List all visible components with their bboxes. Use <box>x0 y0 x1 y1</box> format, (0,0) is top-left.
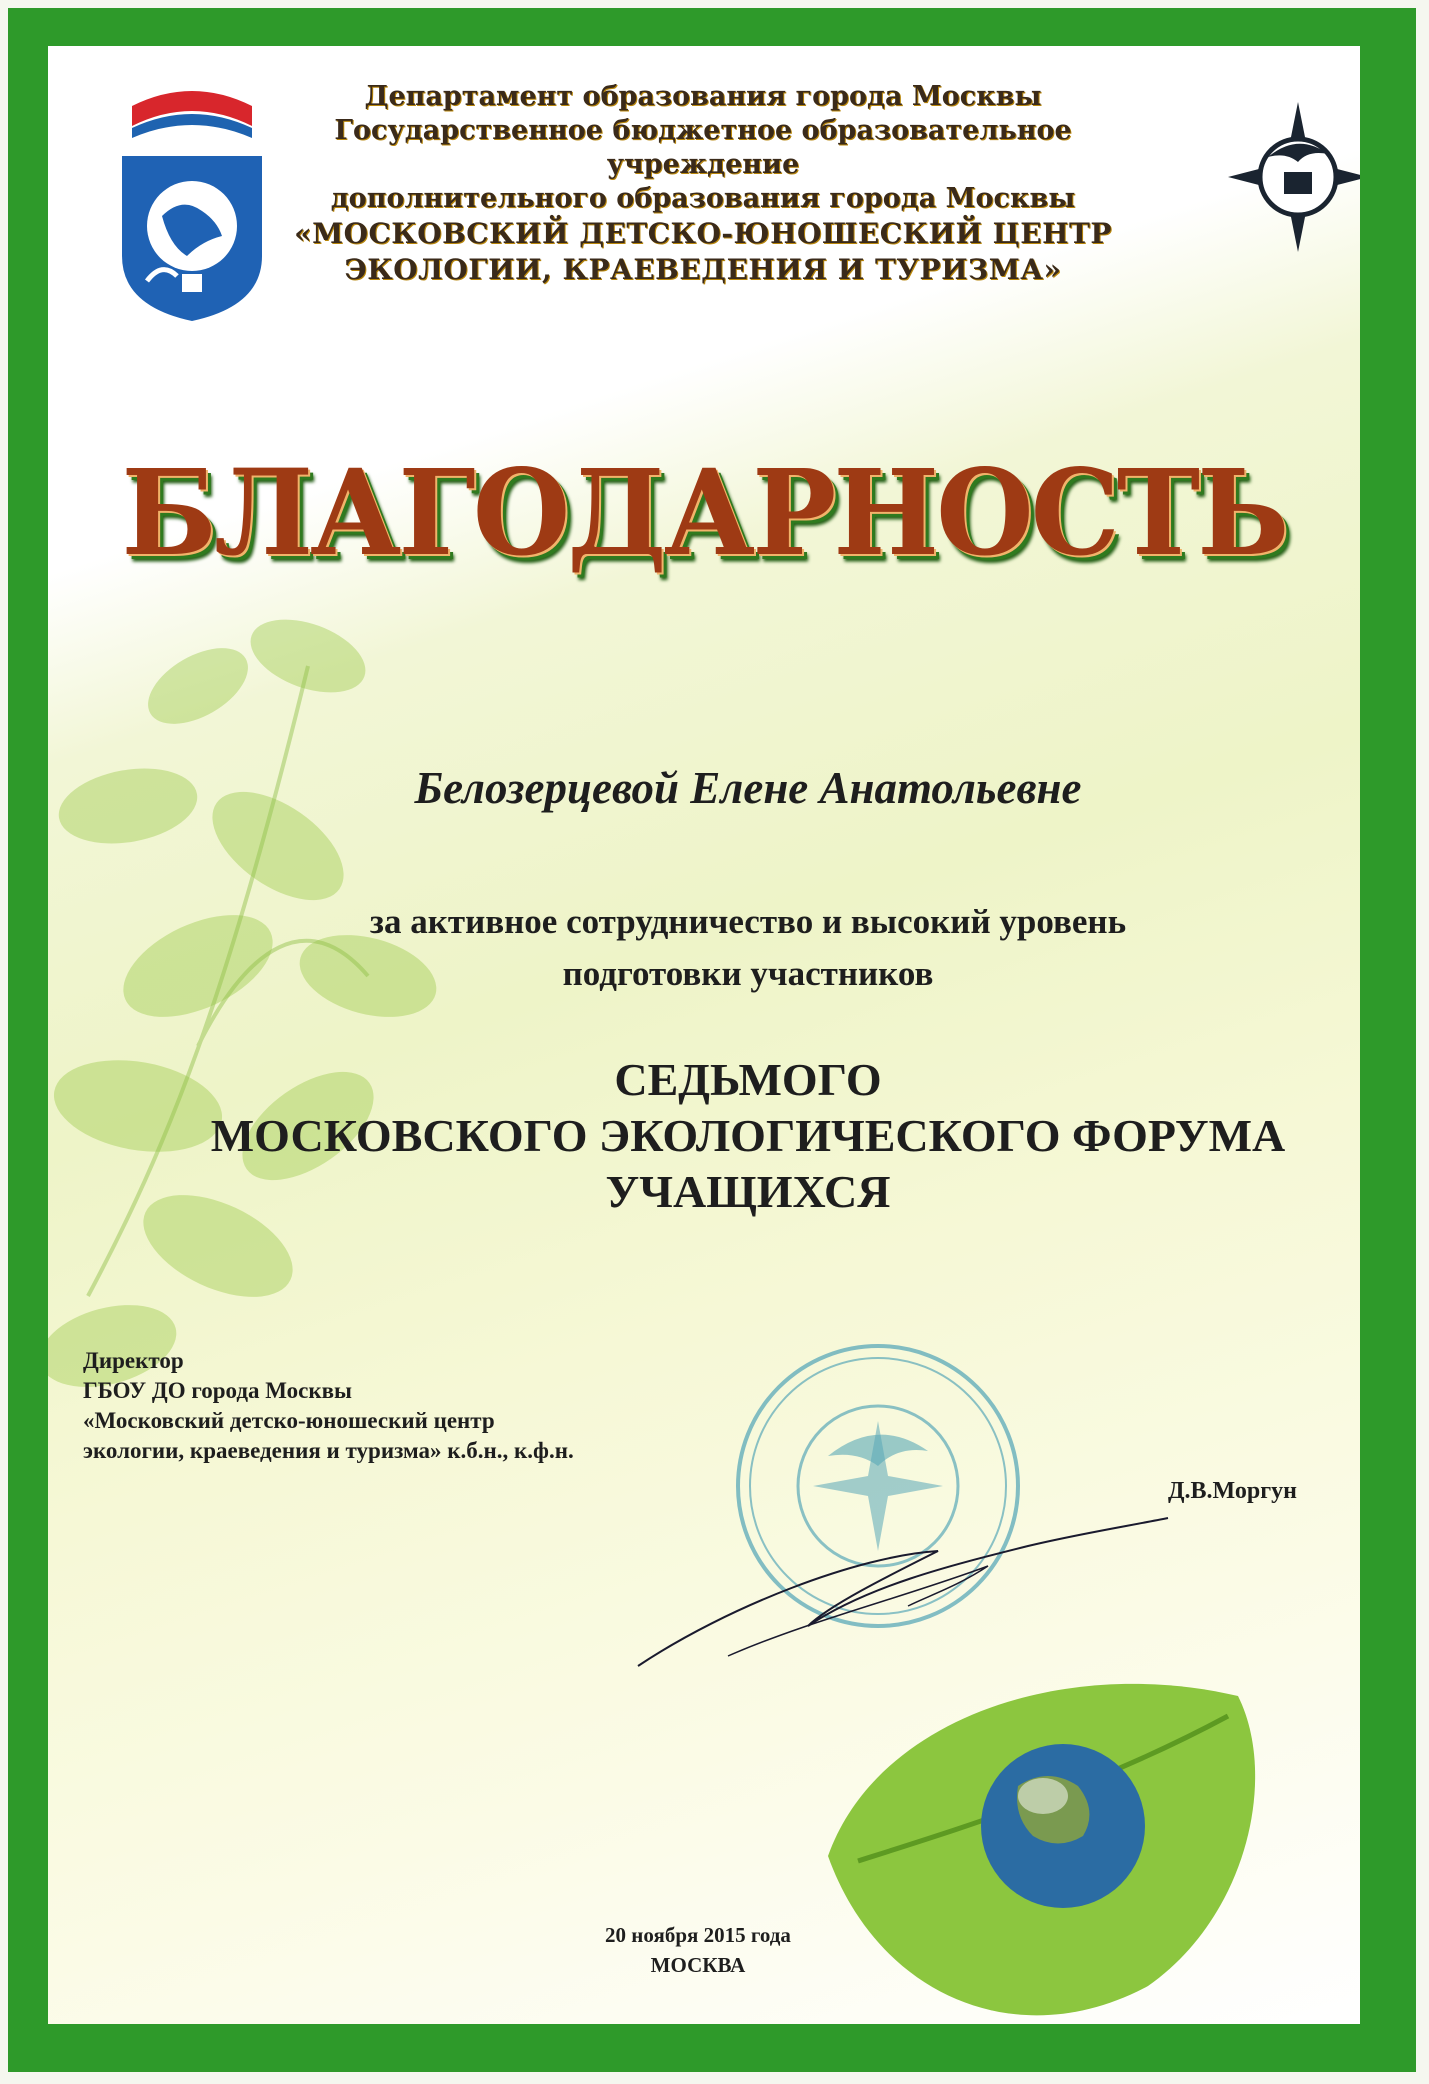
recipient-name: Белозерцевой Елене Анатольевне <box>414 763 1082 813</box>
issue-date: 20 ноября 2015 года <box>605 1923 791 1947</box>
award-reason <box>208 896 1288 1000</box>
issue-city: МОСКВА <box>650 1953 746 1977</box>
issue-date-place <box>588 1920 808 1980</box>
header-line-1: Департамент образования города Москвы <box>364 81 1042 112</box>
forum-line-1: СЕДЬМОГО <box>614 1054 882 1105</box>
forum-name <box>168 1052 1328 1220</box>
director-line-4: экологии, краеведения и туризма» к.б.н., к.ф.н. <box>83 1438 574 1463</box>
moscow-education-emblem <box>92 66 292 326</box>
forum-line-3: УЧАЩИХСЯ <box>605 1166 891 1217</box>
forum-line-2: МОСКОВСКОГО ЭКОЛОГИЧЕСКОГО ФОРУМА <box>210 1110 1286 1161</box>
director-line-3: «Московский детско-юношеский центр <box>83 1408 495 1433</box>
center-compass-emblem <box>1228 102 1360 252</box>
header-line-5: ЭКОЛОГИИ, КРАЕВЕДЕНИЯ И ТУРИЗМА» <box>344 253 1062 286</box>
reason-line-1: за активное сотрудничество и высокий уровень <box>369 902 1127 941</box>
director-block <box>83 1346 643 1466</box>
issuer-header <box>278 80 1128 288</box>
globe-on-leaf-illustration <box>818 1636 1288 2024</box>
director-line-2: ГБОУ ДО города Москвы <box>83 1378 353 1403</box>
header-line-4: «МОСКОВСКИЙ ДЕТСКО-ЮНОШЕСКИЙ ЦЕНТР <box>294 217 1112 250</box>
certificate-title: БЛАГОДАРНОСТЬ <box>121 444 1287 583</box>
header-line-3: дополнительного образования города Москвы <box>330 183 1076 214</box>
signer-name: Д.В.Моргун <box>1168 1478 1297 1504</box>
header-line-2: Государственное бюджетное образовательное учреждение <box>334 115 1072 180</box>
director-line-1: Директор <box>83 1348 184 1373</box>
certificate-sheet <box>48 46 1360 2024</box>
reason-line-2: подготовки участников <box>562 954 934 993</box>
